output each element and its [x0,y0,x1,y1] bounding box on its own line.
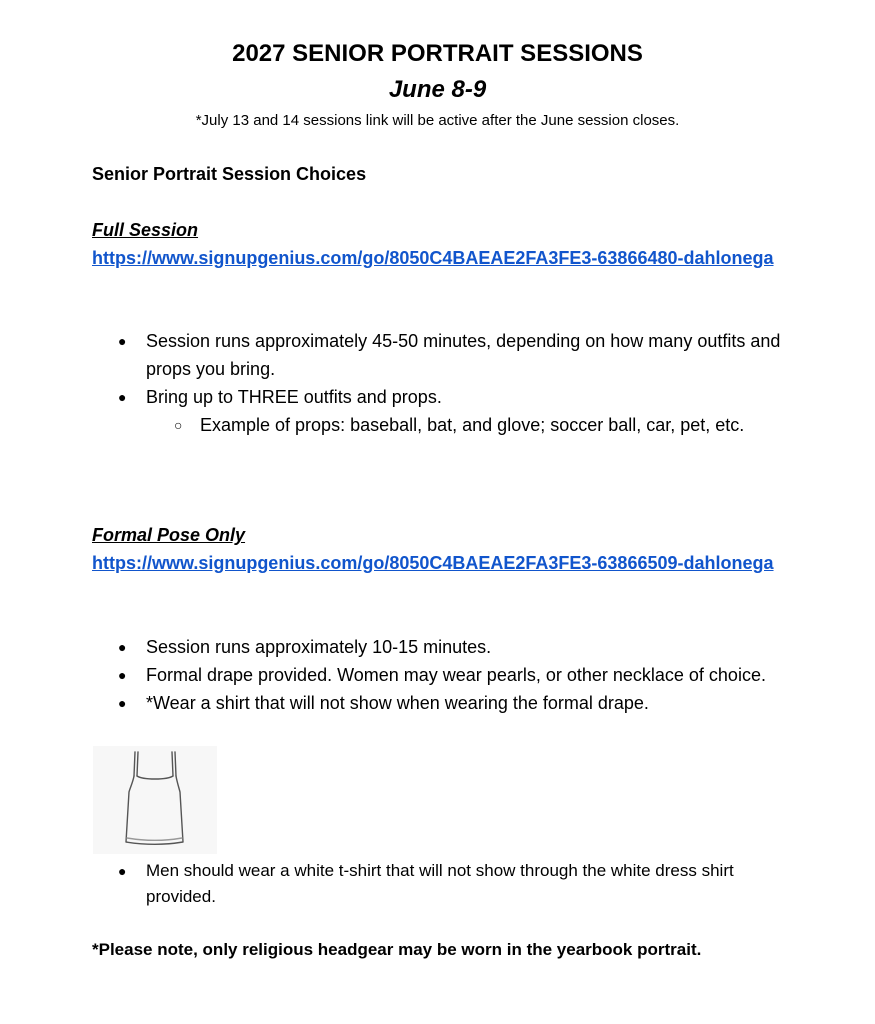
session-dates: June 8-9 [388,76,487,103]
list-item-text: Bring up to THREE outfits and props. [146,387,442,407]
list-item: ● Men should wear a white t-shirt that will not show through the white dress shirt provided. [118,858,808,910]
list-item: ● Session runs approximately 45-50 minutes, depending on how many outfits and props you bring. [118,327,808,383]
list-item [118,383,808,439]
formal-pose-link[interactable]: https://www.signupgenius.com/go/8050C4BAEAE2FA3FE3-63866509-dahlonega [92,553,774,573]
full-session-link[interactable]: https://www.signupgenius.com/go/8050C4BAEAE2FA3FE3-63866480-dahlonega [92,248,774,268]
page-title: 2027 SENIOR PORTRAIT SESSIONS [232,40,643,67]
section-heading: Senior Portrait Session Choices [92,164,367,184]
full-session-title: Full Session [92,220,199,240]
full-session-bullets [118,327,808,439]
list-item: ● *Wear a shirt that will not show when wearing the formal drape. [118,689,808,717]
men-bullets [118,858,808,910]
tank-top-icon [93,746,217,854]
july-sessions-note: *July 13 and 14 sessions link will be active after the June session closes. [195,112,680,129]
formal-pose-title: Formal Pose Only [92,525,246,545]
headgear-note: *Please note, only religious headgear may be worn in the yearbook portrait. [92,940,702,959]
list-item: ● Session runs approximately 10-15 minutes. [118,633,808,661]
formal-pose-bullets [118,633,808,717]
tank-top-image [93,746,217,854]
list-item: ● Formal drape provided. Women may wear pearls, or other necklace of choice. [118,661,808,689]
sub-list-item: ○ Example of props: baseball, bat, and glove; soccer ball, car, pet, etc. [146,411,760,439]
props-sub-bullets [146,411,808,439]
